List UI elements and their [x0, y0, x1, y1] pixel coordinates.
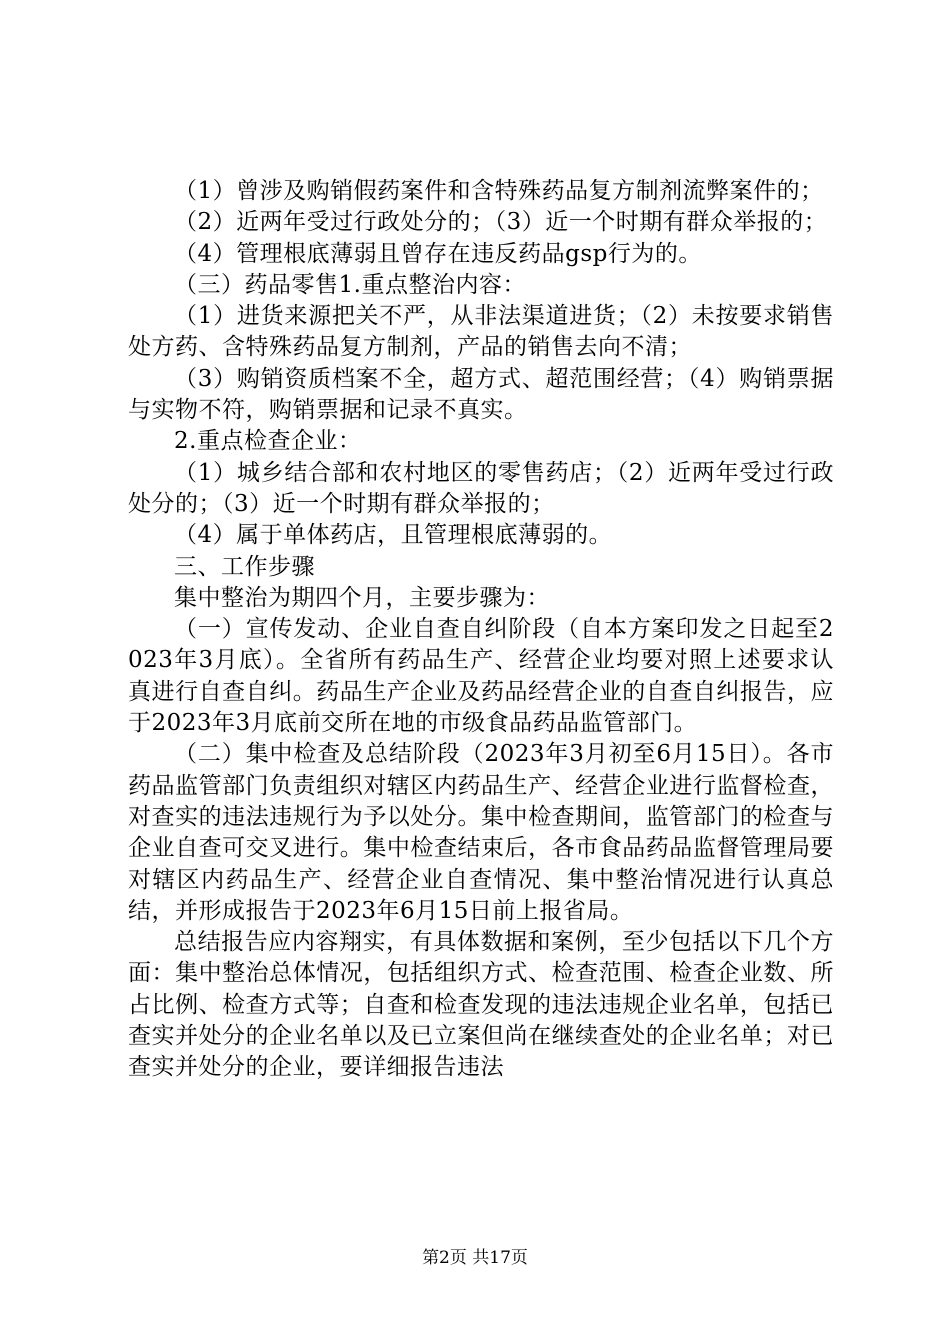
section-heading: 三、工作步骤: [174, 553, 315, 580]
paragraph-13: （二）集中检查及总结阶段（2023年3月初至6月15日）。各市药品监管部门负责组织对辖区内药品生产、经营企业进行监督检查，对查实的违法违规行为予以处分。集中检查期间，监管部门的检查与企业自查可交叉进行。集中检查结束后，各市食品药品监督管理局要对辖区内药品生产、经营企业自查情况、集中整治情况进行认真总结，并形成报告于2023年6月15日前上报省局。: [128, 741, 834, 924]
paragraph-9: （4）属于单体药店，且管理根底薄弱的。: [174, 522, 613, 549]
paragraph-11: 集中整治为期四个月，主要步骤为：: [174, 584, 550, 611]
paragraph-3: （4）管理根底薄弱且曾存在违反药品gsp行为的。: [174, 240, 702, 267]
paragraph-4: （三）药品零售1.重点整治内容：: [174, 271, 526, 298]
paragraph-6: （3）购销资质档案不全，超方式、超范围经营；（4）购销票据与实物不符，购销票据和记录不真实。: [128, 365, 834, 424]
paragraph-8: （1）城乡结合部和农村地区的零售药店；（2）近两年受过行政处分的；（3）近一个时期有群众举报的；: [128, 459, 834, 517]
document-body: [128, 176, 834, 1084]
paragraph-14: 总结报告应内容翔实，有具体数据和案例，至少包括以下几个方面：集中整治总体情况，包括组织方式、检查范围、检查企业数、所占比例、检查方式等；自查和检查发现的违法违规企业名单，包括已查实并处分的企业名单以及已立案但尚在继续查处的企业名单；对已查实并处分的企业，要详细报告违法: [128, 929, 834, 1081]
paragraph-7: 2.重点检查企业：: [174, 428, 362, 455]
page-number-footer: 第2页 共17页: [422, 1248, 528, 1268]
paragraph-12: （一）宣传发动、企业自查自纠阶段（自本方案印发之日起至2023年3月底）。全省所有药品生产、经营企业均要对照上述要求认真进行自查自纠。药品生产企业及药品经营企业的自查自纠报告，应于2023年3月底前交所在地的市级食品药品监管部门。: [128, 616, 834, 737]
paragraph-1: （1）曾涉及购销假药案件和含特殊药品复方制剂流弊案件的；: [174, 178, 824, 204]
paragraph-5: （1）进货来源把关不严，从非法渠道进货；（2）未按要求销售处方药、含特殊药品复方制剂，产品的销售去向不清；: [128, 303, 834, 361]
paragraph-2: （2）近两年受过行政处分的；（3）近一个时期有群众举报的；: [174, 209, 828, 236]
